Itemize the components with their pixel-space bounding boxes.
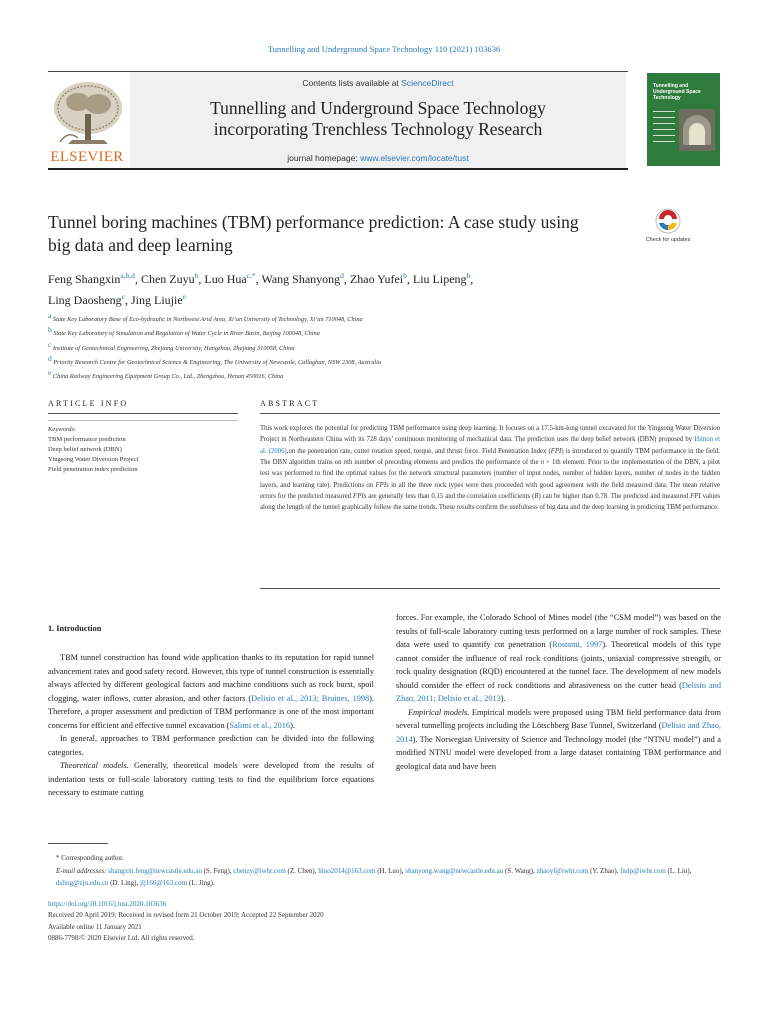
keyword: TBM performance prediction	[48, 436, 126, 443]
affiliation: $^c$ Institute of Geotechnical Engineering, Zhejiang University, Hangzhou, Zhejiang 310058, China	[48, 339, 295, 352]
journal-homepage-link[interactable]: www.elsevier.com/locate/tust	[360, 153, 469, 163]
author[interactable]: Wang Shanyong$^d$	[261, 271, 344, 286]
author[interactable]: Chen Zuyu$^b$	[140, 271, 199, 286]
journal-title	[130, 98, 626, 140]
keyword: Yingsong Water Diversion Project	[48, 456, 139, 463]
affiliation: $^e$ China Railway Engineering Equipment Group Co., Ltd., Zhengzhou, Henan 450016, China	[48, 368, 284, 381]
affiliations	[48, 311, 688, 382]
email-link[interactable]: jlj166@163.com	[140, 879, 188, 888]
citation-link[interactable]: Delisio and Zhao, 2011; Delisio et al., 2013	[396, 680, 721, 704]
citation-link[interactable]: Delisio et al., 2013; Bruines, 1998	[251, 693, 370, 703]
affiliation: $^a$ State Key Laboratory Base of Eco-hydraulic in Northwest Arid Area, Xi’an University of Technology, Xi’an 710048, China	[48, 311, 363, 324]
citation-link[interactable]: Delisio and Zhao, 2014	[396, 721, 722, 744]
received-dates: Received 20 April 2019; Received in revised form 21 October 2019; Accepted 22 September 2020	[48, 911, 324, 920]
paragraph: forces. For example, the Colorado School of Mines model (the “CSM model”) was based on the results of full-scale laboratory cutting tests performed on a large number of rock samples. These data were used to quantify cut penetration (Rostami, 1997). Theoretical models of this type cannot consider the influence of real rock conditions (joints, uniaxial compressive strength, or rock quality designation (RQD) encountered at the tunnel face. The development of new models should consider the effect of rock conditions and abrasiveness on the cutter head (Delisio and Zhao, 2011; Delisio et al., 2013).	[396, 613, 721, 704]
header-rule-bottom	[48, 168, 628, 170]
paragraph: TBM tunnel construction has found wide application thanks to its reputation for rapid tunnel advancement rates and good safety record. However, this type of tunnel construction is essentially always affected by different geological factors and machine conditions such as rock burst, spoil clogging, water inflows, cutter abrasion, and other factors (Delisio et al., 2013; Bruines, 1998). Therefore, a proper assessment and prediction of TBM performance is one of the most important concerns for efficient and effective tunnel excavation (Salimi et al., 2016).	[48, 653, 375, 730]
email-link[interactable]: chenzy@iwhr.com	[233, 866, 286, 875]
email-link[interactable]: hluo2014@163.com	[318, 866, 376, 875]
available-online: Available online 11 January 2021	[48, 922, 142, 931]
check-for-updates-icon[interactable]	[645, 207, 691, 251]
paper-title-line-1: Tunnel boring machines (TBM) performance prediction: A case study using	[48, 212, 579, 232]
author[interactable]: Ling Daosheng$^c$	[48, 292, 125, 307]
contents-prefix: Contents lists available at	[302, 78, 402, 88]
copyright: 0886-7798/© 2020 Elsevier Ltd. All rights reserved.	[48, 934, 195, 943]
paragraph: Theoretical models. Generally, theoretical models were developed from the results of indentation tests or full-scale laboratory cutting tests to find the equilibrium force equations necessary to estimate cutting	[48, 761, 374, 798]
publication-info	[48, 899, 728, 945]
body-column-right	[396, 611, 721, 773]
article-info-rule-2	[48, 420, 238, 421]
body-column-left	[48, 651, 374, 800]
footnotes	[48, 852, 728, 890]
footnote-rule	[48, 843, 108, 844]
doi-link[interactable]: https://doi.org/10.1016/j.tust.2020.103636	[48, 900, 167, 908]
author-list: Feng Shangxin$^{a,b,d}$, Chen Zuyu$^b$, Luo Hua$^{c,*}$, Wang Shanyong$^d$, Zhao Yufei$^b$, Liu Lipeng$^b$, Ling Daosheng$^c$, Jing Liujie$^e$	[48, 271, 474, 307]
email-link[interactable]: dsling@zju.edu.cn	[56, 879, 109, 888]
journal-title-line-1: Tunnelling and Underground Space Technology	[210, 98, 546, 118]
citation-link[interactable]: Salimi et al., 2016	[229, 720, 291, 730]
journal-reference[interactable]: Tunnelling and Underground Space Technology 110 (2021) 103636	[267, 44, 501, 54]
email-link[interactable]: zhaoyf@iwhr.com	[536, 866, 589, 875]
journal-cover-thumbnail[interactable]	[647, 73, 720, 166]
author[interactable]: Zhao Yufei$^b$	[349, 271, 407, 286]
paper-title	[48, 211, 638, 257]
abstract-rule-bottom	[260, 588, 720, 589]
author[interactable]: Jing Liujie$^e$	[131, 292, 187, 307]
citation-link[interactable]: Rostami, 1997	[552, 640, 603, 650]
check-for-updates-label: Check for updates	[645, 237, 691, 243]
email-link[interactable]: liulp@iwhr.com	[620, 866, 666, 875]
author[interactable]: Luo Hua$^{c,*}$	[204, 271, 256, 286]
abstract-rule	[260, 413, 720, 414]
citation-link[interactable]: Hinton et al. (2006)	[260, 436, 720, 455]
publisher-wordmark: ELSEVIER	[50, 149, 124, 165]
keyword: Field penetration index prediction	[48, 466, 138, 473]
article-info-rule	[48, 413, 238, 414]
affiliation: $^b$ State Key Laboratory of Simulation and Regulation of Water Cycle in River Basin, Beijing 100048, China	[48, 325, 320, 338]
article-info-heading: ARTICLE INFO	[48, 399, 129, 408]
paragraph: In general, approaches to TBM performance prediction can be divided into the following categories.	[48, 734, 374, 757]
keywords-block	[48, 425, 228, 475]
email-link[interactable]: shangxin.feng@newcastle.edu.au	[108, 866, 202, 875]
paragraph: Empirical models. Empirical models were proposed using TBM field performance data from several tunnelling projects including the Lötschberg Base Tunnel, Switzerland (Delisio and Zhao, 2014). The Norwegian University of Science and Technology model (the “NTNU model”) and a modified NTNU model were developed from a large dataset containing TBM performance and geological data and have been	[396, 707, 722, 771]
affiliation: $^d$ Priority Research Centre for Geotechnical Science & Engineering, The University of Newcastle, Callaghan, NSW 2308, Australia	[48, 353, 382, 366]
keywords-label: Keywords:	[48, 426, 77, 433]
homepage-prefix: journal homepage:	[287, 153, 361, 163]
cover-title: Tunnelling and Underground Space Technology	[653, 83, 701, 101]
email-addresses: E-mail addresses: shangxin.feng@newcastle.edu.au (S. Feng), chenzy@iwhr.com (Z. Chen), hluo2014@163.com (H. Luo), shanyong.wang@newcastle.edu.au (S. Wang), zhaoyf@iwhr.com (Y. Zhao), liulp@iwhr.com (L. Liu), dsling@zju.edu.cn (D. Ling), jlj166@163.com (L. Jing).	[56, 866, 692, 888]
contents-line	[130, 78, 626, 88]
author[interactable]: Feng Shangxin$^{a,b,d}$	[48, 271, 135, 286]
cover-text-lines	[653, 111, 675, 147]
sciencedirect-link[interactable]: ScienceDirect	[401, 78, 454, 88]
keyword: Deep belief network (DBN)	[48, 446, 122, 453]
author[interactable]: Liu Lipeng$^b$	[412, 271, 471, 286]
journal-title-line-2: incorporating Trenchless Technology Research	[213, 119, 543, 139]
abstract-heading: ABSTRACT	[260, 399, 320, 408]
paper-title-line-2: big data and deep learning	[48, 235, 233, 255]
abstract-text: This work explores the potential for predicting TBM performance using deep learning. It focuses on a 17.5-km-long tunnel excavated for the Yingsong Water Diversion Project in Northeastern China with its 728 days’ continuous monitoring of mechanical data. The prediction uses the deep belief network (DBN) proposed by Hinton et al. (2006),on the penetration rate, cutter rotation speed, torque, and thrust force. Field Penetration Index (FPI) is introduced to quantify TBM performance in the field. The DBN algorithm trains on nth number of preceding elements and predicts the performance of the n + 1th element. Prior to the implementation of the DBN, a pilot test was performed to find the optimal values for the network structural parameters (number of input nodes, number of hidden layers, number of nodes in the hidden layers, and learning rate). Predictions on FPIs in all the three rock types were then proceeded with good agreement with the field measured data. The mean relative errors for the predicted measured FPIs are generally less than 0.15 and the correlation coefficients (R) can be higher than 0.78. The predicted and measured FPI values along the length of the tunnel graphically follow the same trends. These results confirm the usefulness of big data and the deep learning in predicting TBM performance.	[260, 425, 721, 512]
journal-homepage-line	[130, 153, 626, 163]
email-link[interactable]: shanyong.wang@newcastle.edu.au	[405, 866, 504, 875]
introduction-heading: 1. Introduction	[48, 624, 102, 633]
cover-tunnel-image	[679, 109, 715, 151]
corresponding-author-note: * Corresponding author.	[56, 854, 124, 862]
